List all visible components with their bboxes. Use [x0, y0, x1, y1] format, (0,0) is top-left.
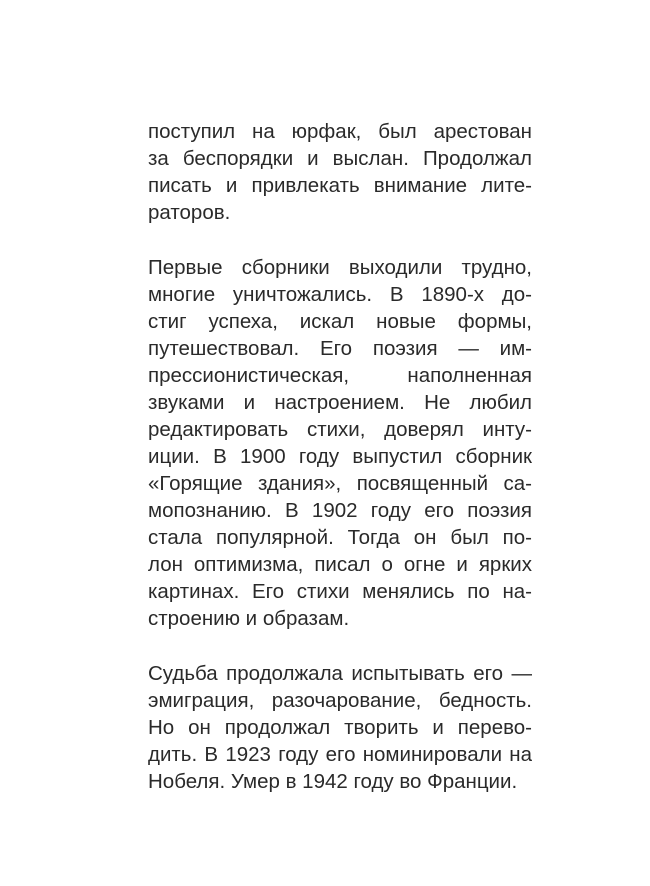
text-line: Но он продолжал творить и перево-	[148, 716, 532, 739]
text-line: редактировать стихи, доверял инту-	[148, 418, 532, 441]
text-line: дить. В 1923 году его номинировали на	[148, 743, 532, 766]
paragraph-2	[148, 254, 532, 632]
text-line: многие уничтожались. В 1890-х до-	[148, 283, 532, 306]
text-line: писать и привлекать внимание лите-	[148, 174, 532, 197]
text-line: иции. В 1900 году выпустил сборник	[148, 445, 532, 468]
text-line: звуками и настроением. Не любил	[148, 391, 532, 414]
text-line: стала популярной. Тогда он был по-	[148, 526, 532, 549]
text-line: стиг успеха, искал новые формы,	[148, 310, 532, 333]
text-line: Первые сборники выходили трудно,	[148, 256, 532, 279]
paragraph-3	[148, 660, 532, 795]
text-line: Нобеля. Умер в 1942 году во Франции.	[148, 770, 518, 793]
text-line: строению и образам.	[148, 607, 350, 630]
text-line: прессионистическая, наполненная	[148, 364, 532, 387]
paragraph-1	[148, 118, 532, 226]
text-line: картинах. Его стихи менялись по на-	[148, 580, 532, 603]
text-line: «Горящие здания», посвященный са-	[148, 472, 532, 495]
text-line: раторов.	[148, 201, 231, 224]
text-line: за беспорядки и выслан. Продолжал	[148, 147, 532, 170]
text-line: поступил на юрфак, был арестован	[148, 120, 532, 143]
text-line: мопознанию. В 1902 году его поэзия	[148, 499, 532, 522]
text-line: эмиграция, разочарование, бедность.	[148, 689, 532, 712]
text-line: путешествовал. Его поэзия — им-	[148, 337, 532, 360]
text-line: Судьба продолжала испытывать его —	[148, 662, 532, 685]
body-text	[148, 118, 532, 823]
text-line: лон оптимизма, писал о огне и ярких	[148, 553, 532, 576]
